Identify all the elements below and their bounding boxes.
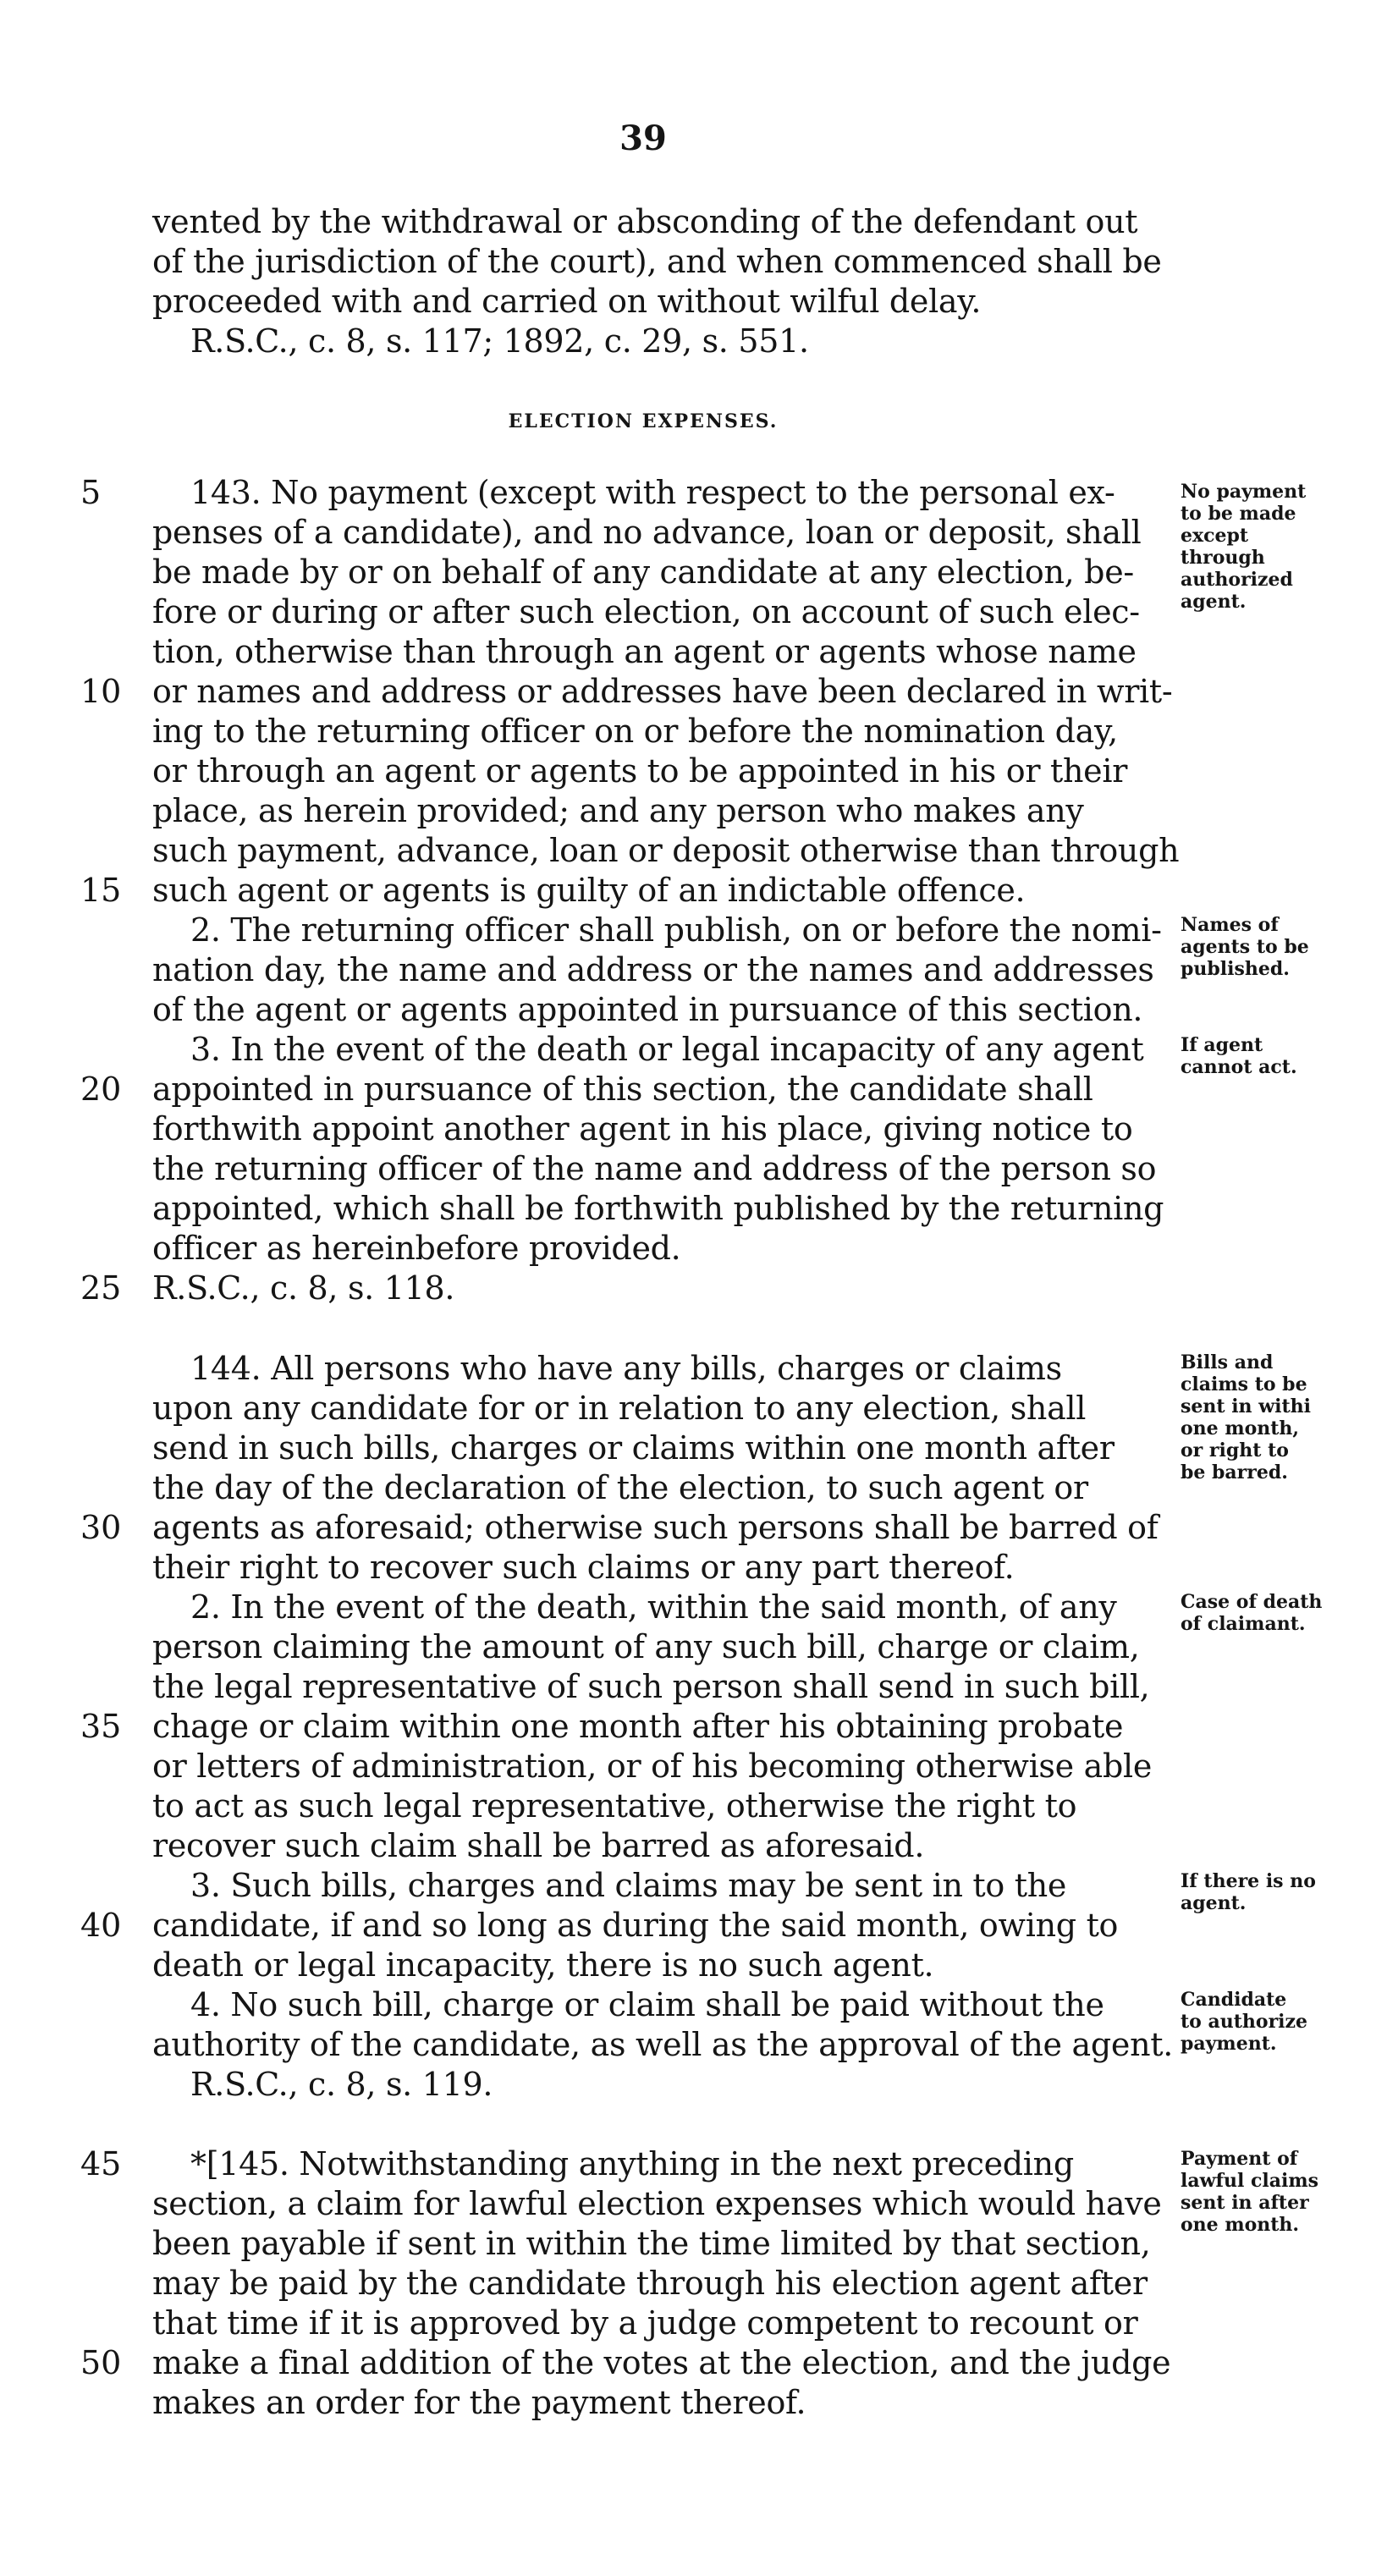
text-line: such payment, advance, loan or deposit otherwise than through bbox=[152, 832, 1180, 869]
text-line: authority of the candidate, as well as the approval of the agent. bbox=[152, 2026, 1174, 2063]
text-line: make a final addition of the votes at the election, and the judge bbox=[152, 2344, 1171, 2381]
text-line: death or legal incapacity, there is no such agent. bbox=[152, 1946, 934, 1984]
text-line: the day of the declaration of the election, to such agent or bbox=[152, 1469, 1088, 1506]
line-number: 25 bbox=[80, 1269, 122, 1307]
text-line: ing to the returning officer on or before the nomination day, bbox=[152, 713, 1118, 750]
text-line: proceeded with and carried on without wilful delay. bbox=[152, 283, 982, 320]
text-line: of the jurisdiction of the court), and when commenced shall be bbox=[152, 243, 1162, 280]
text-line: their right to recover such claims or any part thereof. bbox=[152, 1549, 1015, 1586]
line-number: 15 bbox=[80, 872, 122, 909]
text-line: be made by or on behalf of any candidate at any election, be- bbox=[152, 553, 1134, 591]
text-line: penses of a candidate), and no advance, loan or deposit, shall bbox=[152, 514, 1142, 551]
text-line: 2. The returning officer shall publish, on or before the nomi- bbox=[190, 911, 1162, 949]
margin-note: Case of death of claimant. bbox=[1181, 1591, 1323, 1635]
line-number: 35 bbox=[80, 1708, 122, 1745]
margin-note: Names of agents to be published. bbox=[1181, 914, 1309, 980]
text-line: 3. In the event of the death or legal incapacity of any agent bbox=[190, 1031, 1144, 1068]
line-number: 50 bbox=[80, 2344, 122, 2381]
line-number: 20 bbox=[80, 1071, 122, 1108]
line-number: 5 bbox=[80, 474, 102, 511]
text-line: *[145. Notwithstanding anything in the next preceding bbox=[190, 2145, 1074, 2182]
text-line: recover such claim shall be barred as aforesaid. bbox=[152, 1827, 925, 1864]
text-line: person claiming the amount of any such bill, charge or claim, bbox=[152, 1628, 1140, 1665]
text-line: R.S.C., c. 8, s. 119. bbox=[190, 2066, 493, 2103]
margin-note: If agent cannot act. bbox=[1181, 1034, 1297, 1078]
text-line: the legal representative of such person shall send in such bill, bbox=[152, 1668, 1150, 1705]
text-line: to act as such legal representative, otherwise the right to bbox=[152, 1787, 1077, 1825]
text-line: such agent or agents is guilty of an indictable offence. bbox=[152, 872, 1026, 909]
line-number: 45 bbox=[80, 2145, 122, 2182]
text-line: upon any candidate for or in relation to any election, shall bbox=[152, 1390, 1087, 1427]
text-line: appointed, which shall be forthwith published by the returning bbox=[152, 1190, 1164, 1227]
text-line: send in such bills, charges or claims within one month after bbox=[152, 1429, 1115, 1467]
line-number: 30 bbox=[80, 1509, 122, 1546]
text-line: fore or during or after such election, on account of such elec- bbox=[152, 593, 1140, 630]
text-line: nation day, the name and address or the names and addresses bbox=[152, 951, 1154, 988]
text-line: section, a claim for lawful election expenses which would have bbox=[152, 2185, 1162, 2222]
margin-note: Bills and claims to be sent in withi one month, or right to be barred. bbox=[1181, 1351, 1312, 1483]
margin-note: Candidate to authorize payment. bbox=[1181, 1989, 1308, 2055]
margin-note: No payment to be made except through authorized agent. bbox=[1181, 481, 1307, 613]
text-line: that time if it is approved by a judge competent to recount or bbox=[152, 2304, 1138, 2342]
text-line: chage or claim within one month after his obtaining probate bbox=[152, 1708, 1124, 1745]
text-line: or names and address or addresses have been declared in writ- bbox=[152, 673, 1173, 710]
line-number: 10 bbox=[80, 673, 122, 710]
text-line: appointed in pursuance of this section, the candidate shall bbox=[152, 1071, 1093, 1108]
page-number: 39 bbox=[619, 118, 667, 158]
text-line: the returning officer of the name and address of the person so bbox=[152, 1150, 1157, 1187]
margin-note: Payment of lawful claims sent in after one month. bbox=[1181, 2148, 1319, 2236]
text-line: agents as aforesaid; otherwise such persons shall be barred of bbox=[152, 1509, 1159, 1546]
text-line: been payable if sent in within the time limited by that section, bbox=[152, 2225, 1151, 2262]
text-line: R.S.C., c. 8, s. 118. bbox=[152, 1269, 455, 1307]
line-number: 40 bbox=[80, 1907, 122, 1944]
text-line: officer as hereinbefore provided. bbox=[152, 1230, 681, 1267]
text-line: or through an agent or agents to be appointed in his or their bbox=[152, 752, 1128, 790]
text-line: or letters of administration, or of his becoming otherwise able bbox=[152, 1748, 1153, 1785]
text-line: vented by the withdrawal or absconding of the defendant out bbox=[152, 203, 1138, 240]
text-line: forthwith appoint another agent in his place, giving notice to bbox=[152, 1110, 1133, 1148]
margin-note: If there is no agent. bbox=[1181, 1870, 1316, 1914]
text-line: 3. Such bills, charges and claims may be sent in to the bbox=[190, 1867, 1067, 1904]
text-line: may be paid by the candidate through his election agent after bbox=[152, 2265, 1148, 2302]
text-line: makes an order for the payment thereof. bbox=[152, 2384, 806, 2421]
text-line: 4. No such bill, charge or claim shall be paid without the bbox=[190, 1986, 1104, 2023]
text-line: tion, otherwise than through an agent or agents whose name bbox=[152, 633, 1137, 670]
text-line: 144. All persons who have any bills, charges or claims bbox=[190, 1350, 1062, 1387]
text-line: 2. In the event of the death, within the said month, of any bbox=[190, 1588, 1117, 1626]
text-line: 143. No payment (except with respect to the personal ex- bbox=[190, 474, 1115, 511]
text-line: of the agent or agents appointed in pursuance of this section. bbox=[152, 991, 1143, 1028]
text-line: place, as herein provided; and any person who makes any bbox=[152, 792, 1084, 829]
text-line: R.S.C., c. 8, s. 117; 1892, c. 29, s. 551. bbox=[190, 322, 809, 360]
section-heading: ELECTION EXPENSES. bbox=[508, 410, 779, 432]
text-line: candidate, if and so long as during the said month, owing to bbox=[152, 1907, 1119, 1944]
